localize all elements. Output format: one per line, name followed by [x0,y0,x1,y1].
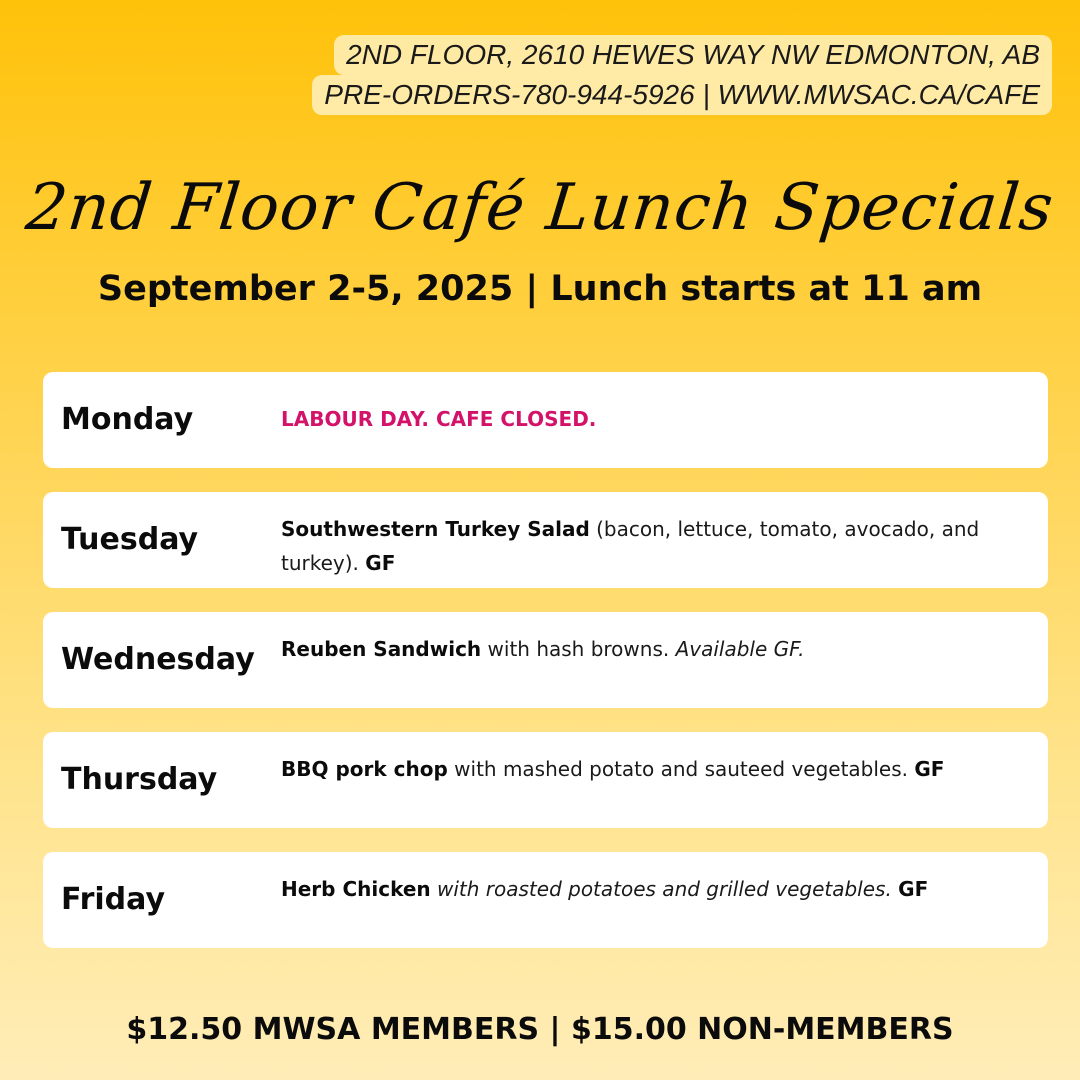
menu-row-thursday [43,732,1048,828]
menu-row-wednesday [43,612,1048,708]
menu-description [281,512,1026,580]
menu-row-monday [43,372,1048,468]
closed-notice: LABOUR DAY. CAFE CLOSED. [281,407,597,431]
dish-name: Southwestern Turkey Salad [281,517,590,541]
menu-description [281,632,1026,666]
menu-row-tuesday [43,492,1048,588]
address-line: 2ND FLOOR, 2610 HEWES WAY NW EDMONTON, AB [334,35,1052,75]
day-label: Wednesday [61,642,255,677]
day-label: Thursday [61,762,218,797]
address-box [312,35,1052,115]
date-subtitle: September 2-5, 2025 | Lunch starts at 11 am [97,269,983,309]
dish-name: Herb Chicken [281,877,431,901]
gf-tag: GF [898,877,929,901]
gf-tag: GF [365,551,396,575]
menu-row-friday [43,852,1048,948]
page-title: 2nd Floor Café Lunch Specials [22,171,1058,245]
gf-tag: GF [914,757,945,781]
dish-details: with mashed potato and sauteed vegetables. [447,757,915,781]
menu-description [281,402,1026,436]
contact-line: PRE-ORDERS-780-944-5926 | WWW.MWSAC.CA/CAFE [312,75,1052,115]
availability-note: Available GF. [675,637,805,661]
dish-details: (bacon, lettuce, tomato, avocado, and turkey). [281,517,980,575]
day-label: Tuesday [61,522,199,557]
dish-details: with roasted potatoes and grilled vegetables. [430,877,899,901]
menu-description [281,872,1026,906]
dish-name: Reuben Sandwich [281,637,482,661]
menu-description [281,752,1026,786]
day-label: Monday [61,402,194,437]
dish-name: BBQ pork chop [281,757,448,781]
pricing-footer: $12.50 MWSA MEMBERS | $15.00 NON-MEMBERS [126,1012,954,1047]
day-label: Friday [61,882,166,917]
dish-details: with hash browns. [481,637,676,661]
